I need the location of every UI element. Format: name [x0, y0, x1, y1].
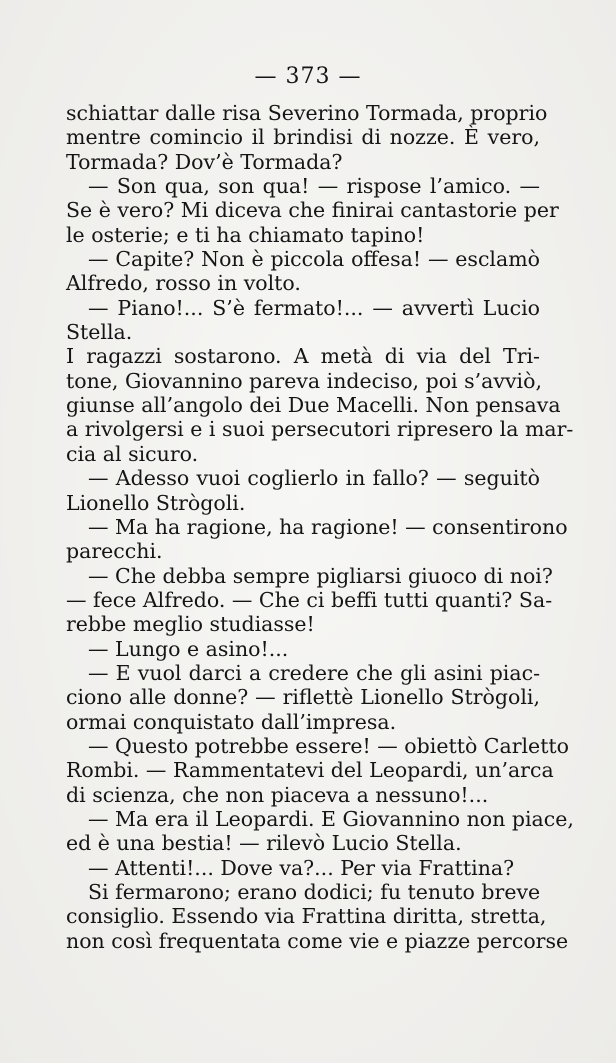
text-line: — Piano!... S’è fermato!... — avvertì Lucio [88, 295, 540, 320]
text-line: tone, Giovannino pareva indeciso, poi s’avviò, [66, 368, 542, 393]
text-line: Stella. [66, 320, 133, 345]
text-line: consiglio. Essendo via Frattina diritta, stretta, [66, 904, 547, 929]
text-line: I ragazzi sostarono. A metà di via del Tri- [66, 344, 540, 369]
text-line: — Lungo e asino!... [88, 636, 289, 661]
text-line: Alfredo, rosso in volto. [66, 271, 301, 296]
page-number: — 373 — [254, 64, 362, 89]
text-line: — Adesso vuoi coglierlo in fallo? — seguitò [88, 466, 540, 491]
text-line: Se è vero? Mi diceva che finirai cantastorie per [66, 198, 559, 223]
text-line: — fece Alfredo. — Che ci beffi tutti quanti? Sa- [66, 587, 553, 612]
text-line: mentre comincio il brindisi di nozze. È vero, [66, 125, 540, 150]
text-line: Tormada? Dov’è Tormada? [66, 149, 343, 174]
text-line: rebbe meglio studiasse! [66, 612, 315, 637]
text-line: — Ma era il Leopardi. E Giovannino non piace, [88, 806, 574, 831]
text-line: — Che debba sempre pigliarsi giuoco di noi? [88, 563, 553, 588]
text-line: — Capite? Non è piccola offesa! — esclamò [88, 247, 540, 272]
text-line: parecchi. [66, 539, 163, 564]
text-line: — Attenti!... Dove va?... Per via Frattina? [88, 855, 515, 880]
text-line: ed è una bestia! — rilevò Lucio Stella. [66, 831, 462, 856]
text-line: ormai conquistato dall’impresa. [66, 709, 397, 734]
text-line: non così frequentata come vie e piazze percorse [66, 928, 569, 953]
text-line: ciono alle donne? — riflettè Lionello Strògoli, [66, 685, 540, 710]
text-line: Rombi. — Rammentatevi del Leopardi, un’arca [66, 758, 554, 783]
text-line: — E vuol darci a credere che gli asini piac- [88, 660, 540, 685]
text-line: — Ma ha ragione, ha ragione! — consentirono [88, 514, 568, 539]
text-line: cia al sicuro. [66, 441, 199, 466]
text-line: giunse all’angolo dei Due Macelli. Non pensava [66, 393, 561, 418]
text-line: a rivolgersi e i suoi persecutori ripresero la mar- [66, 417, 574, 442]
text-line: — Son qua, son qua! — rispose l’amico. — [88, 174, 540, 199]
text-line: Lionello Strògoli. [66, 490, 246, 515]
text-line: — Questo potrebbe essere! — obiettò Carletto [88, 733, 570, 758]
text-line: Si fermarono; erano dodici; fu tenuto breve [88, 880, 541, 904]
body-text [66, 101, 574, 953]
text-line: schiattar dalle risa Severino Tormada, proprio [66, 101, 548, 125]
text-line: le osterie; e ti ha chiamato tapino! [66, 222, 425, 247]
text-line: di scienza, che non piaceva a nessuno!... [66, 782, 489, 807]
